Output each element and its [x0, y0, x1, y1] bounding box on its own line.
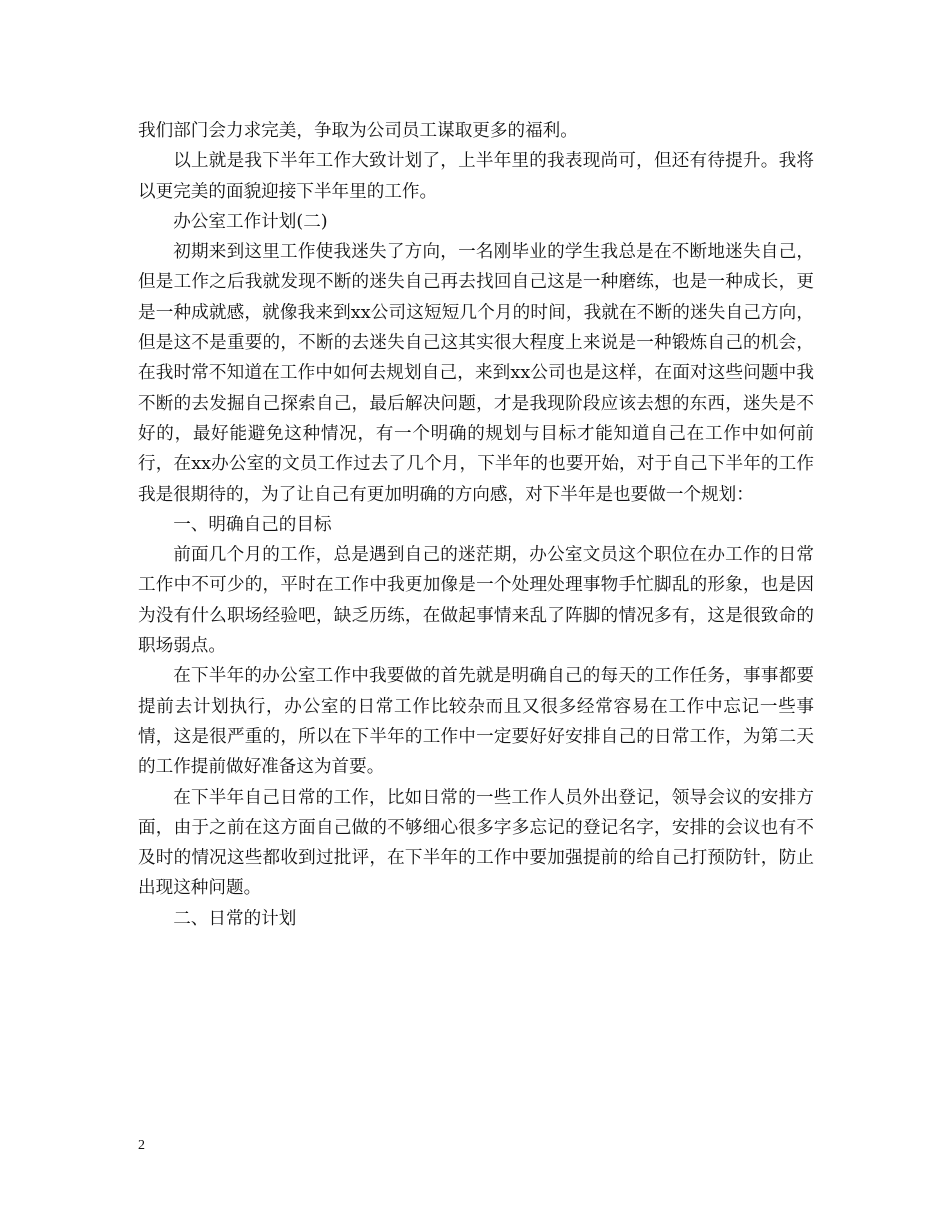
page-number: 2: [138, 1138, 145, 1153]
document-body: [138, 116, 814, 934]
paragraph: 我们部门会力求完美，争取为公司员工谋取更多的福利。: [138, 121, 578, 141]
section-heading: 二、日常的计划: [173, 908, 297, 929]
paragraph: 前面几个月的工作，总是遇到自己的迷茫期，办公室文员这个职位在办工作的日常工作中不可少的，平时在工作中我更加像是一个处理处理事物手忙脚乱的形象，也是因为没有什么职场经验吧，缺乏历练，在做起事情来乱了阵脚的情况多有，这是很致命的职场弱点。: [138, 545, 814, 657]
paragraph: 在下半年自己日常的工作，比如日常的一些工作人员外出登记，领导会议的安排方面，由于之前在这方面自己做的不够细心很多字多忘记的登记名字，安排的会议也有不及时的情况这些都收到过批评，在下半年的工作中要加强提前的给自己打预防针，防止出现这种问题。: [138, 787, 814, 899]
section-heading: 办公室工作计划(二): [173, 211, 328, 232]
section-heading: 一、明确自己的目标: [173, 514, 332, 535]
paragraph: 在下半年的办公室工作中我要做的首先就是明确自己的每天的工作任务，事事都要提前去计划执行，办公室的日常工作比较杂而且又很多经常容易在工作中忘记一些事情，这是很严重的，所以在下半年的工作中一定要好好安排自己的日常工作，为第二天的工作提前做好准备这为首要。: [138, 666, 814, 778]
paragraph: 初期来到这里工作使我迷失了方向，一名刚毕业的学生我总是在不断地迷失自己，但是工作之后我就发现不断的迷失自己再去找回自己这是一种磨练，也是一种成长，更是一种成就感，就像我来到xx公司这短短几个月的时间，我就在不断的迷失自己方向，但是这不是重要的，不断的去迷失自己这其实很大程度上来说是一种锻炼自己的机会，在我时常不知道在工作中如何去规划自己，来到xx公司也是这样，在面对这些问题中我不断的去发掘自己探索自己，最后解决问题，才是我现阶段应该去想的东西，迷失是不好的，最好能避免这种情况，有一个明确的规划与目标才能知道自己在工作中如何前行，在xx办公室的文员工作过去了几个月，下半年的也要开始，对于自己下半年的工作我是很期待的，为了让自己有更加明确的方向感，对下半年是也要做一个规划：: [138, 242, 814, 505]
paragraph: 以上就是我下半年工作大致计划了，上半年里的我表现尚可，但还有待提升。我将以更完美的面貌迎接下半年里的工作。: [138, 151, 814, 202]
